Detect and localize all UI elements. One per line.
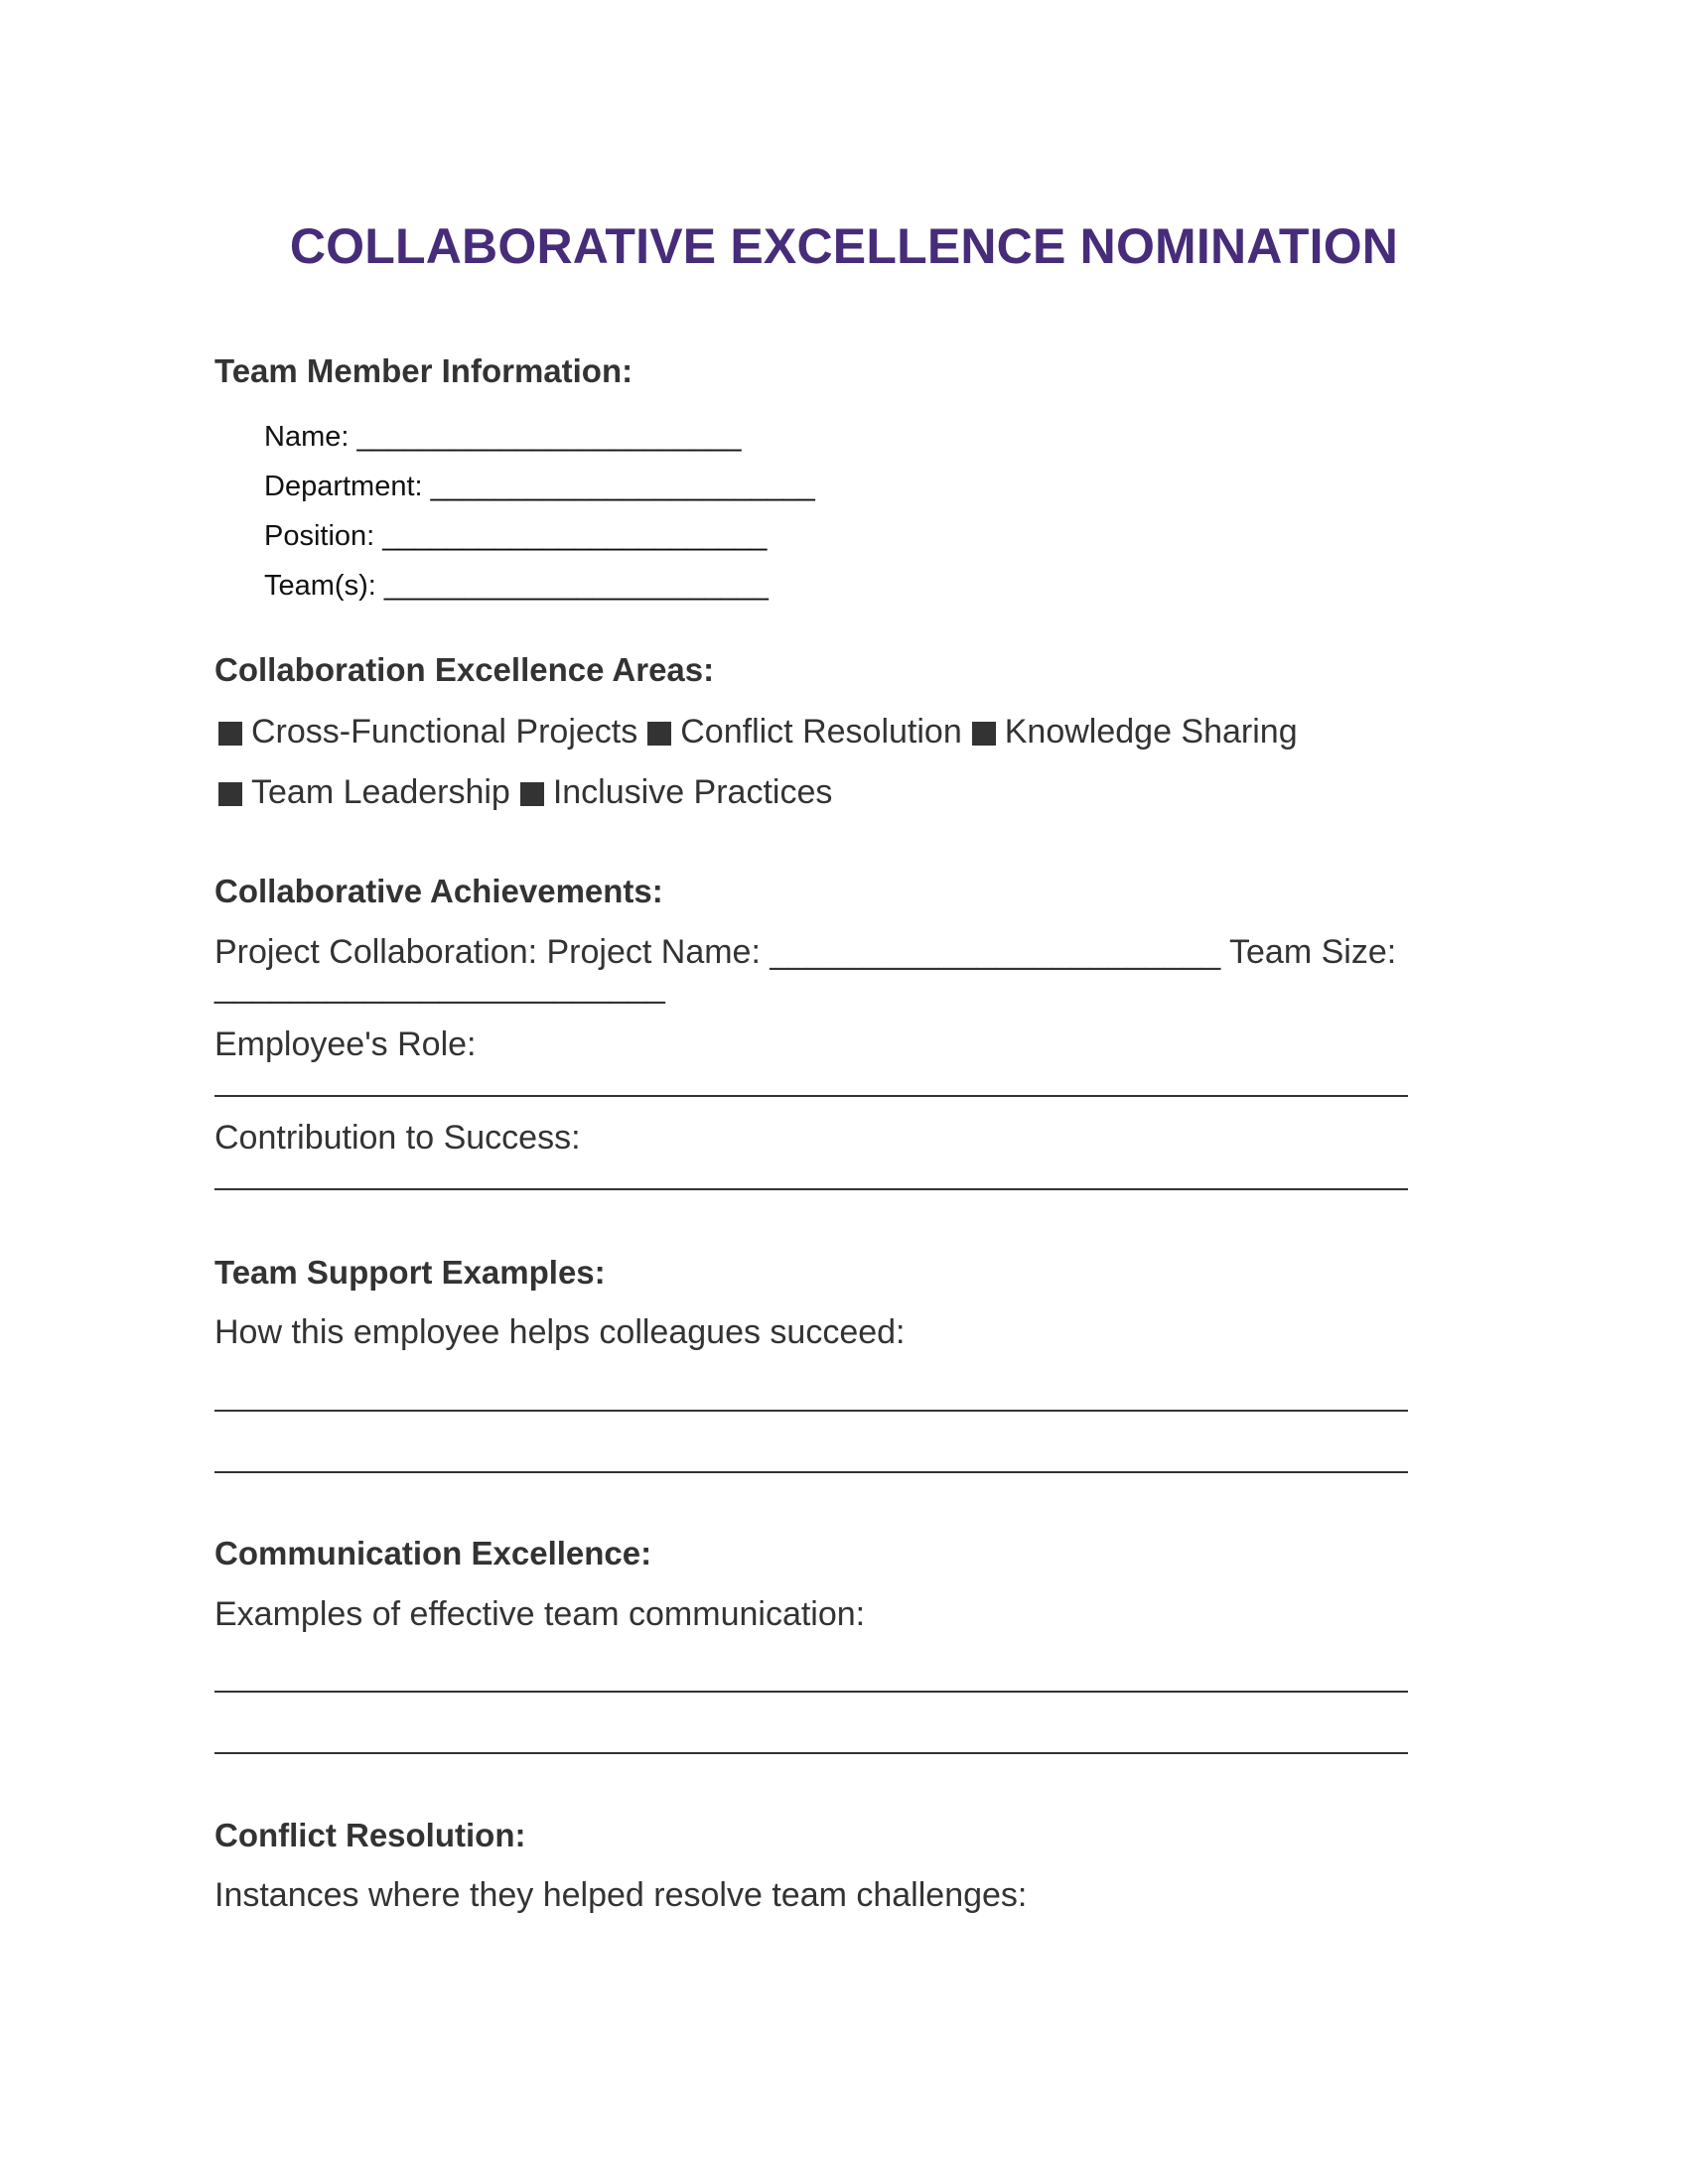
team-support-line-1[interactable] (214, 1410, 1408, 1412)
employee-role-label: Employee's Role: (214, 1025, 477, 1063)
achievements-heading: Collaborative Achievements: (214, 873, 663, 909)
areas-row-1 (214, 711, 1304, 752)
checkbox-icon[interactable] (647, 722, 671, 746)
team-size-blank[interactable]: ________________________ (214, 967, 665, 1005)
area-label: Team Leadership (251, 773, 510, 811)
checkbox-icon[interactable] (972, 722, 996, 746)
name-field[interactable]: Name: ________________________ (264, 421, 742, 453)
checkbox-icon[interactable] (218, 722, 242, 746)
team-support-prompt: How this employee helps colleagues succeed: (214, 1313, 906, 1351)
area-option-inclusive-practices[interactable] (516, 771, 833, 813)
team-member-heading: Team Member Information: (214, 352, 633, 389)
communication-heading: Communication Excellence: (214, 1535, 652, 1571)
area-option-knowledge-sharing[interactable] (968, 711, 1298, 752)
area-option-cross-functional[interactable] (214, 711, 637, 752)
communication-prompt: Examples of effective team communication: (214, 1595, 866, 1633)
team-support-line-2[interactable] (214, 1471, 1408, 1473)
checkbox-icon[interactable] (520, 782, 544, 806)
contribution-label: Contribution to Success: (214, 1119, 581, 1157)
area-label: Knowledge Sharing (1004, 713, 1298, 751)
area-label: Inclusive Practices (552, 773, 833, 811)
communication-line-1[interactable] (214, 1691, 1408, 1693)
communication-line-2[interactable] (214, 1752, 1408, 1754)
conflict-prompt: Instances where they helped resolve team challenges: (214, 1876, 1028, 1914)
department-field[interactable]: Department: ________________________ (264, 471, 815, 502)
employee-role-line[interactable] (214, 1095, 1408, 1097)
project-collaboration-line[interactable]: Project Collaboration: Project Name: ________________________ Team Size: (214, 933, 1397, 971)
page-title: COLLABORATIVE EXCELLENCE NOMINATION (289, 218, 1399, 274)
contribution-line[interactable] (214, 1188, 1408, 1190)
area-label: Cross-Functional Projects (251, 713, 638, 751)
areas-heading: Collaboration Excellence Areas: (214, 651, 715, 688)
areas-row-2 (214, 771, 838, 813)
area-option-team-leadership[interactable] (214, 771, 510, 813)
area-label: Conflict Resolution (680, 713, 962, 751)
checkbox-icon[interactable] (218, 782, 242, 806)
teams-field[interactable]: Team(s): ________________________ (264, 570, 769, 602)
team-support-heading: Team Support Examples: (214, 1254, 606, 1291)
conflict-heading: Conflict Resolution: (214, 1817, 526, 1853)
area-option-conflict-resolution[interactable] (643, 711, 961, 752)
position-field[interactable]: Position: ________________________ (264, 520, 768, 552)
